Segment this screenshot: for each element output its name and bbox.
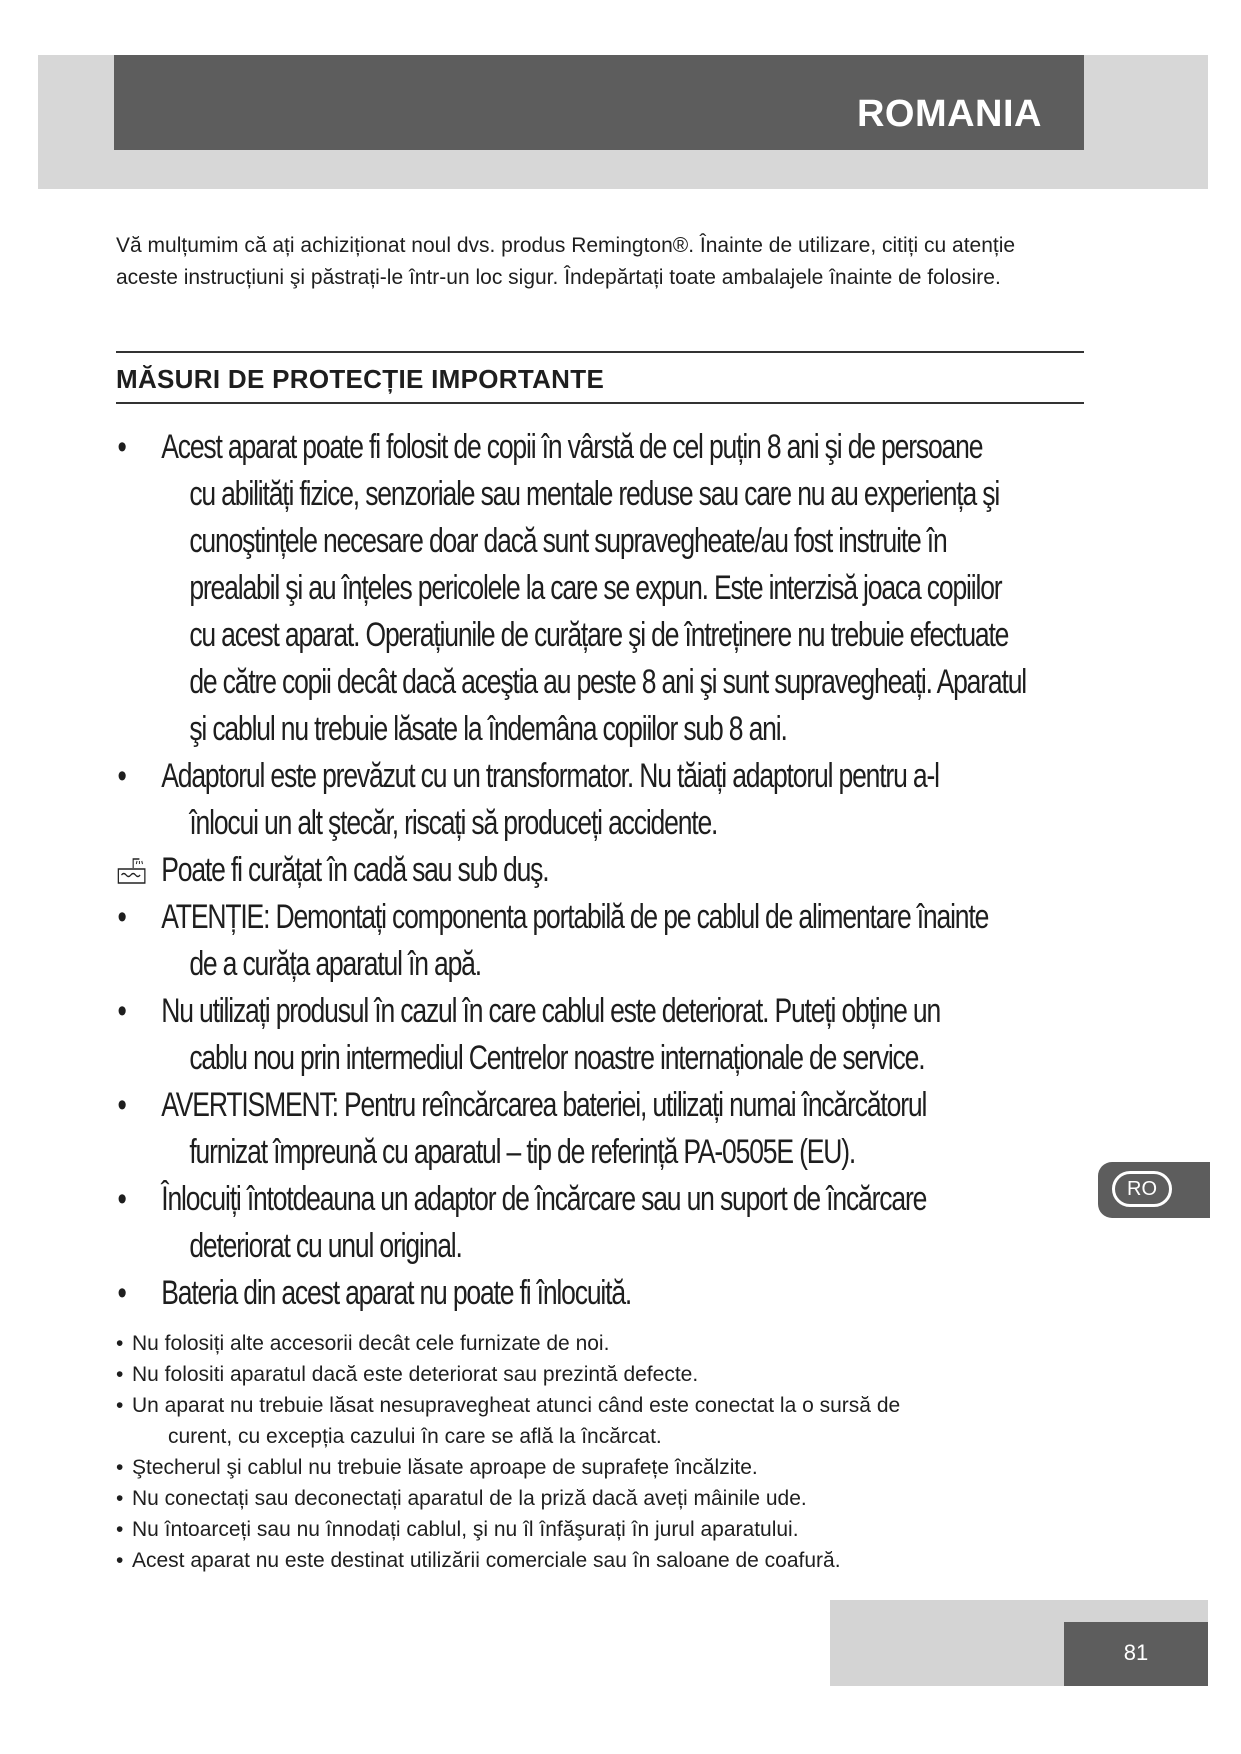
list-item-continuation: curent, cu excepția cazului în care se află la încărcat. (168, 1425, 662, 1448)
list-item (116, 424, 1075, 753)
page-number: 81 (1123, 1640, 1149, 1665)
list-item-continuation: de a curăța aparatul în apă. (189, 945, 481, 983)
list-item-continuation: cablu nou prin intermediul Centrelor noastre internaționale de service. (189, 1039, 925, 1077)
page-number-box (1064, 1622, 1208, 1686)
list-item-text: Ştecherul şi cablul nu trebuie lăsate aproape de suprafețe încălzite. (132, 1456, 758, 1479)
safety-list-small (116, 1328, 1016, 1576)
list-item (116, 1390, 1016, 1452)
section-rule-top (116, 351, 1084, 353)
list-item-continuation: prealabil şi au înțeles pericolele la care se expun. Este interzisă joaca copiilor (189, 569, 1002, 607)
intro-paragraph: Vă mulțumim că ați achiziționat noul dvs. produs Remington®. Înainte de utilizare, citiți cu atenție aceste instrucțiuni şi păstrați-le într-un loc sigur. Îndepărtați toate ambalajele înainte de folosire. (116, 234, 1016, 289)
list-item (116, 753, 1075, 847)
header-tab (114, 55, 1084, 150)
list-item-text: Nu folosiți alte accesorii decât cele furnizate de noi. (132, 1332, 610, 1355)
list-item (116, 1545, 1016, 1576)
list-item-text: Acest aparat nu este destinat utilizării comerciale sau în saloane de coafură. (132, 1549, 841, 1572)
list-item-text: Înlocuiți întotdeauna un adaptor de încărcare sau un suport de încărcare (161, 1180, 927, 1218)
list-item-text: Un aparat nu trebuie lăsat nesupravegheat atunci când este conectat la o sursă de (132, 1394, 901, 1417)
list-item-text: Nu conectați sau deconectați aparatul de la priză dacă aveți mâinile ude. (132, 1487, 807, 1510)
list-item-continuation: deteriorat cu unul original. (189, 1227, 462, 1265)
list-item-text: Acest aparat poate fi folosit de copii în vârstă de cel puțin 8 ani şi de persoane (161, 428, 983, 466)
section-rule-bottom (116, 402, 1084, 404)
language-tab (1098, 1162, 1210, 1218)
list-item-continuation: furnizat împreună cu aparatul – tip de referință PA-0505E (EU). (189, 1133, 856, 1171)
list-item-text: AVERTISMENT: Pentru reîncărcarea bateriei, utilizați numai încărcătorul (161, 1086, 927, 1124)
list-item-continuation: înlocui un alt ştecăr, riscați să produceți accidente. (189, 804, 718, 842)
list-item (116, 988, 1075, 1082)
list-item (116, 1359, 1016, 1390)
bath-shower-icon (116, 855, 147, 885)
list-item (116, 1452, 1016, 1483)
list-item (116, 1483, 1016, 1514)
list-item (116, 1082, 1075, 1176)
page-title: ROMANIA (856, 93, 1042, 135)
list-item-text: ATENȚIE: Demontați componenta portabilă de pe cablul de alimentare înainte (161, 898, 989, 936)
list-item-text: Adaptorul este prevăzut cu un transformator. Nu tăiați adaptorul pentru a-l (161, 757, 939, 795)
list-item-text: Bateria din acest aparat nu poate fi înlocuită. (161, 1274, 632, 1312)
language-badge: RO (1112, 1171, 1172, 1207)
list-item (116, 1328, 1016, 1359)
list-item (116, 1176, 1075, 1270)
list-item-continuation: cunoştințele necesare doar dacă sunt supravegheate/au fost instruite în (189, 522, 947, 560)
list-item-text: Nu întoarceți sau nu înnodați cablul, şi nu îl înfăşurați în jurul aparatului. (132, 1518, 799, 1541)
list-item (116, 1514, 1016, 1545)
list-item-continuation: cu abilități fizice, senzoriale sau mentale reduse sau care nu au experiența şi (189, 475, 1000, 513)
list-item (116, 1270, 1075, 1317)
list-item-continuation: cu acest aparat. Operațiunile de curățare şi de întreținere nu trebuie efectuate (189, 616, 1009, 654)
safety-list-large (116, 424, 1075, 1317)
list-item-text: Nu utilizați produsul în cazul în care cablul este deteriorat. Puteți obține un (161, 992, 941, 1030)
icon-list-item (116, 847, 1075, 894)
list-item-text: Poate fi curățat în cadă sau sub duş. (161, 851, 549, 889)
list-item-continuation: şi cablul nu trebuie lăsate la îndemâna copiilor sub 8 ani. (189, 710, 787, 748)
list-item-continuation: de către copii decât dacă aceştia au peste 8 ani şi sunt supravegheați. Aparatul (189, 663, 1026, 701)
list-item (116, 894, 1075, 988)
section-title: MĂSURI DE PROTECȚIE IMPORTANTE (116, 364, 605, 394)
list-item-text: Nu folositi aparatul dacă este deteriorat sau prezintă defecte. (132, 1363, 699, 1386)
